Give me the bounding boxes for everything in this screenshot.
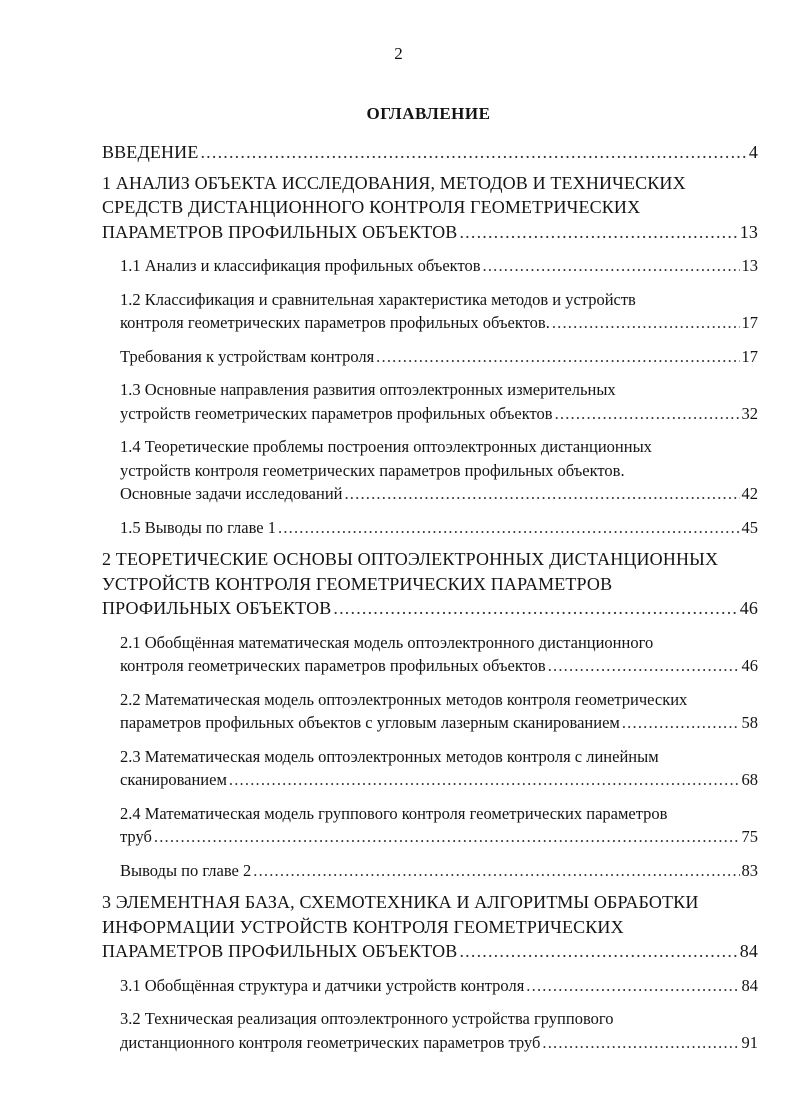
toc-entry[interactable]	[120, 435, 758, 506]
toc-entry-page: 17	[741, 313, 758, 332]
toc-entry[interactable]	[120, 345, 758, 369]
dot-leader	[622, 711, 740, 735]
toc-entry-title-line: 1.5 Выводы по главе 1	[120, 517, 276, 537]
toc-entry-title-line: сканированием	[120, 770, 227, 789]
toc-entry-title-line: 3.2 Техническая реализация оптоэлектронного устройства группового	[120, 1009, 614, 1028]
toc-entry-title-line: 2.2 Математическая модель оптоэлектронных методов контроля геометрических	[120, 689, 688, 709]
toc-entry-title-line: 1 АНАЛИЗ ОБЪЕКТА ИССЛЕДОВАНИЯ, МЕТОДОВ И ТЕХНИЧЕСКИХ	[102, 172, 686, 193]
dot-leader	[376, 345, 739, 369]
table-of-contents	[102, 138, 758, 1054]
dot-leader	[548, 654, 740, 678]
toc-entry-title-line: 1.1 Анализ и классификация профильных объектов	[120, 256, 481, 275]
toc-entry-title-line: Требования к устройствам контроля	[120, 346, 375, 366]
toc-entry-page: 13	[739, 221, 758, 242]
toc-entry-title-line: ПРОФИЛЬНЫХ ОБЪЕКТОВ	[102, 598, 332, 618]
toc-entry-title-line: ПАРАМЕТРОВ ПРОФИЛЬНЫХ ОБЪЕКТОВ	[102, 941, 458, 961]
toc-entry[interactable]	[120, 688, 758, 735]
toc-entry-title-line: устройств геометрических параметров профильных объектов	[120, 403, 553, 423]
toc-entry-page: 75	[741, 827, 758, 846]
toc-entry-title-line: контроля геометрических параметров профильных объектов.	[120, 313, 550, 332]
toc-entry-page: 4	[748, 142, 758, 162]
dot-leader	[552, 311, 740, 335]
toc-entry-title-line: 2.1 Обобщённая математическая модель оптоэлектронного дистанционного	[120, 632, 654, 652]
toc-entry-title-line: 1.2 Классификация и сравнительная характеристика методов и устройств	[120, 289, 636, 309]
toc-entry-title-line: Основные задачи исследований	[120, 484, 343, 503]
toc-entry[interactable]	[120, 288, 758, 335]
toc-entry-page: 32	[741, 403, 758, 423]
toc-entry-page: 45	[741, 517, 758, 537]
dot-leader	[459, 220, 737, 245]
toc-entry-title-line: ВВЕДЕНИЕ	[102, 142, 199, 162]
toc-entry-title-line: ИНФОРМАЦИИ УСТРОЙСТВ КОНТРОЛЯ ГЕОМЕТРИЧЕСКИХ	[102, 916, 624, 937]
dot-leader	[333, 596, 737, 621]
toc-entry[interactable]	[102, 140, 758, 165]
toc-entry-title-line: 1.3 Основные направления развития оптоэлектронных измерительных	[120, 380, 616, 399]
toc-entry-page: 58	[741, 713, 758, 732]
dot-leader	[154, 825, 740, 849]
dot-leader	[253, 859, 739, 883]
toc-entry[interactable]	[120, 745, 758, 792]
toc-entry-title-line: УСТРОЙСТВ КОНТРОЛЯ ГЕОМЕТРИЧЕСКИХ ПАРАМЕТРОВ	[102, 573, 613, 594]
toc-entry[interactable]	[120, 378, 758, 425]
toc-entry-title-line: 2.3 Математическая модель оптоэлектронных методов контроля с линейным	[120, 746, 659, 766]
toc-entry[interactable]	[120, 254, 758, 278]
dot-leader	[200, 140, 746, 165]
dot-leader	[278, 516, 740, 540]
toc-entry-page: 42	[741, 484, 758, 503]
toc-entry[interactable]	[102, 547, 758, 621]
toc-entry[interactable]	[120, 631, 758, 678]
toc-entry-title-line: дистанционного контроля геометрических параметров труб	[120, 1032, 541, 1052]
toc-entry[interactable]	[102, 890, 758, 964]
toc-entry-title-line: параметров профильных объектов с угловым лазерным сканированием	[120, 713, 620, 732]
toc-entry[interactable]	[120, 1007, 758, 1054]
dot-leader	[229, 768, 740, 792]
dot-leader	[542, 1031, 739, 1055]
toc-entry-title-line: 3 ЭЛЕМЕНТНАЯ БАЗА, СХЕМОТЕХНИКА И АЛГОРИТМЫ ОБРАБОТКИ	[102, 892, 699, 912]
toc-entry-title-line: СРЕДСТВ ДИСТАНЦИОННОГО КОНТРОЛЯ ГЕОМЕТРИЧЕСКИХ	[102, 197, 641, 217]
toc-entry-title-line: 3.1 Обобщённая структура и датчики устройств контроля	[120, 975, 525, 995]
toc-entry-page: 17	[741, 346, 758, 366]
toc-entry-title-line: ПАРАМЕТРОВ ПРОФИЛЬНЫХ ОБЪЕКТОВ	[102, 221, 458, 242]
dot-leader	[344, 482, 739, 506]
dot-leader	[526, 974, 739, 998]
toc-entry-page: 91	[741, 1032, 758, 1052]
toc-entry-title-line: устройств контроля геометрических параметров профильных объектов.	[120, 460, 625, 480]
toc-entry-page: 46	[741, 656, 758, 675]
toc-entry-page: 68	[741, 770, 758, 789]
toc-entry[interactable]	[120, 516, 758, 540]
toc-entry-title-line: Выводы по главе 2	[120, 860, 252, 880]
dot-leader	[555, 402, 740, 426]
toc-entry[interactable]	[120, 974, 758, 998]
toc-heading: ОГЛАВЛЕНИЕ	[366, 104, 491, 123]
toc-entry-page: 84	[741, 975, 758, 995]
toc-entry[interactable]	[120, 802, 758, 849]
toc-entry-title-line: 1.4 Теоретические проблемы построения оптоэлектронных дистанционных	[120, 437, 652, 456]
toc-entry-page: 83	[741, 860, 758, 880]
toc-entry-title-line: контроля геометрических параметров профильных объектов	[120, 656, 546, 675]
dot-leader	[483, 254, 740, 278]
dot-leader	[459, 939, 737, 964]
toc-entry-page: 84	[739, 941, 758, 961]
toc-entry-title-line: труб	[120, 827, 152, 846]
page-number: 2	[394, 44, 403, 63]
toc-entry-title-line: 2 ТЕОРЕТИЧЕСКИЕ ОСНОВЫ ОПТОЭЛЕКТРОННЫХ ДИСТАНЦИОННЫХ	[102, 549, 719, 569]
toc-entry-title-line: 2.4 Математическая модель группового контроля геометрических параметров	[120, 803, 668, 823]
toc-entry[interactable]	[102, 171, 758, 245]
toc-entry-page: 46	[739, 598, 758, 618]
toc-entry-page: 13	[741, 256, 758, 275]
toc-entry[interactable]	[120, 859, 758, 883]
